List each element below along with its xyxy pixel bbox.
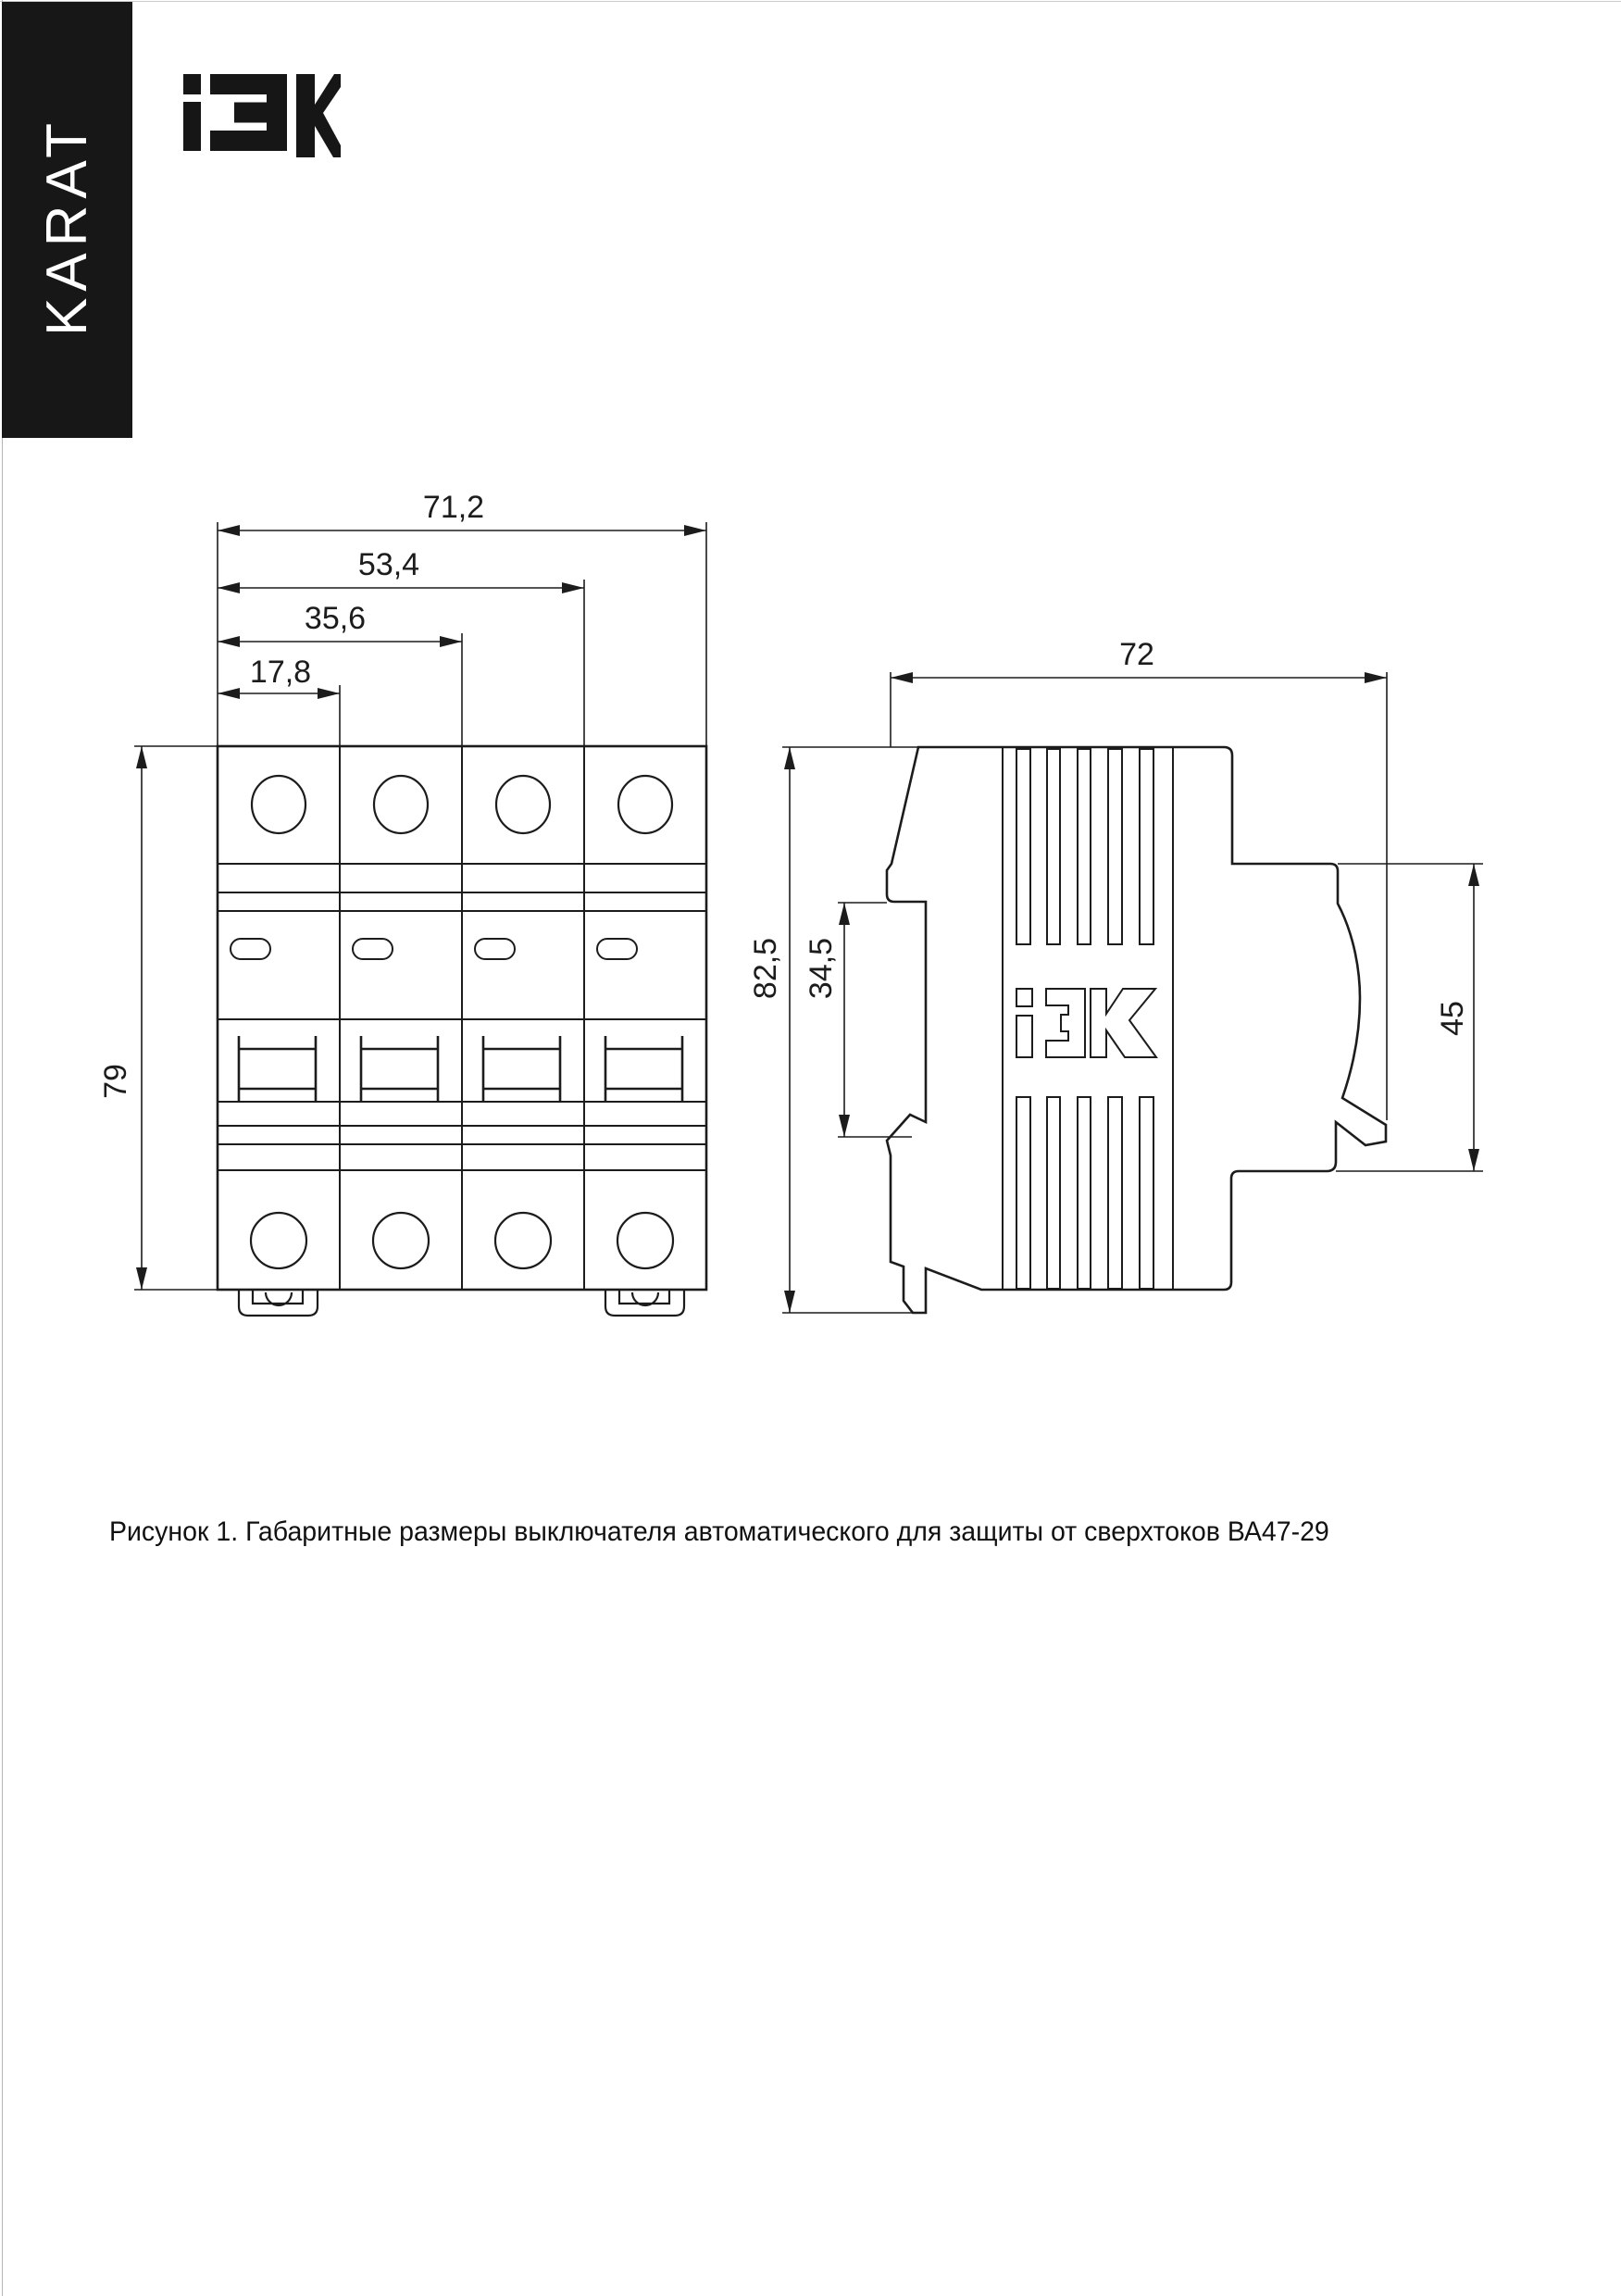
vent-slot xyxy=(1140,749,1153,944)
vent-slot xyxy=(1047,1097,1060,1289)
vent-slots-upper xyxy=(1016,749,1153,944)
terminal-screw xyxy=(495,1213,551,1268)
toggle-handle xyxy=(605,1036,682,1102)
logo-i-dot xyxy=(1016,989,1032,1006)
dim-label-rail-channel: 34,5 xyxy=(804,937,839,1000)
side-channel-dimension xyxy=(838,903,912,1137)
terminal-screw xyxy=(617,1213,673,1268)
vent-slot xyxy=(1047,749,1060,944)
series-banner xyxy=(2,2,132,438)
terminal-screw xyxy=(252,776,305,833)
dim-label-three-module: 53,4 xyxy=(357,547,420,582)
din-clip xyxy=(239,1290,318,1316)
toggle-handle xyxy=(239,1036,316,1102)
iek-logo-glyphs xyxy=(183,74,341,157)
series-banner-label: KARAT xyxy=(35,116,100,337)
dim-label-depth: 72 xyxy=(1119,637,1154,672)
side-panel-edges xyxy=(1003,748,1173,1289)
dim-label-one-module: 17,8 xyxy=(249,655,312,690)
toggle-handle xyxy=(361,1036,438,1102)
logo-k xyxy=(296,74,341,157)
logo-e xyxy=(210,74,287,151)
figure-caption: Рисунок 1. Габаритные размеры выключателя автоматического для защиты от сверхтоков ВА47-29 xyxy=(109,1516,1329,1547)
marking-window xyxy=(597,939,637,959)
front-width-dimensions xyxy=(218,522,706,746)
marking-windows xyxy=(231,939,637,959)
dim-label-two-module: 35,6 xyxy=(304,601,367,636)
toggle-handles xyxy=(239,1036,682,1102)
terminal-screw xyxy=(373,1213,429,1268)
vent-slot xyxy=(1140,1097,1153,1289)
vent-slot xyxy=(1108,1097,1122,1289)
dimension-drawings xyxy=(0,481,1621,1352)
vent-slot xyxy=(1078,749,1091,944)
front-internal-lines xyxy=(218,746,706,1290)
front-height-dimension xyxy=(134,746,218,1290)
vent-slot xyxy=(1108,749,1122,944)
iek-logo-icon xyxy=(181,69,347,157)
iek-logo-outline-icon xyxy=(1016,989,1156,1057)
terminal-screw xyxy=(618,776,672,833)
vent-slot xyxy=(1016,749,1030,944)
terminal-screw xyxy=(496,776,550,833)
front-view-drawing xyxy=(98,490,706,1316)
logo-e xyxy=(1046,989,1085,1057)
marking-window xyxy=(475,939,515,959)
dim-label-front-face: 45 xyxy=(1435,1001,1470,1036)
page-top-edge xyxy=(0,1,1621,2)
terminal-screw xyxy=(374,776,428,833)
vent-slot xyxy=(1078,1097,1091,1289)
logo-i-dot xyxy=(183,74,201,94)
toggle-handle xyxy=(483,1036,560,1102)
marking-window xyxy=(353,939,393,959)
vent-slot xyxy=(1016,1097,1030,1289)
din-clip xyxy=(605,1290,684,1316)
vent-slots-lower xyxy=(1016,1097,1153,1289)
logo-k xyxy=(1091,989,1156,1057)
dim-label-total-height: 82,5 xyxy=(748,937,783,1000)
dim-label-height: 79 xyxy=(98,1064,133,1099)
logo-i-stem xyxy=(183,102,201,151)
din-clips xyxy=(239,1290,684,1316)
side-view-drawing xyxy=(748,637,1483,1313)
terminal-screw xyxy=(251,1213,306,1268)
marking-window xyxy=(231,939,270,959)
dim-label-total-width: 71,2 xyxy=(422,490,485,525)
logo-i-stem xyxy=(1016,1016,1032,1057)
